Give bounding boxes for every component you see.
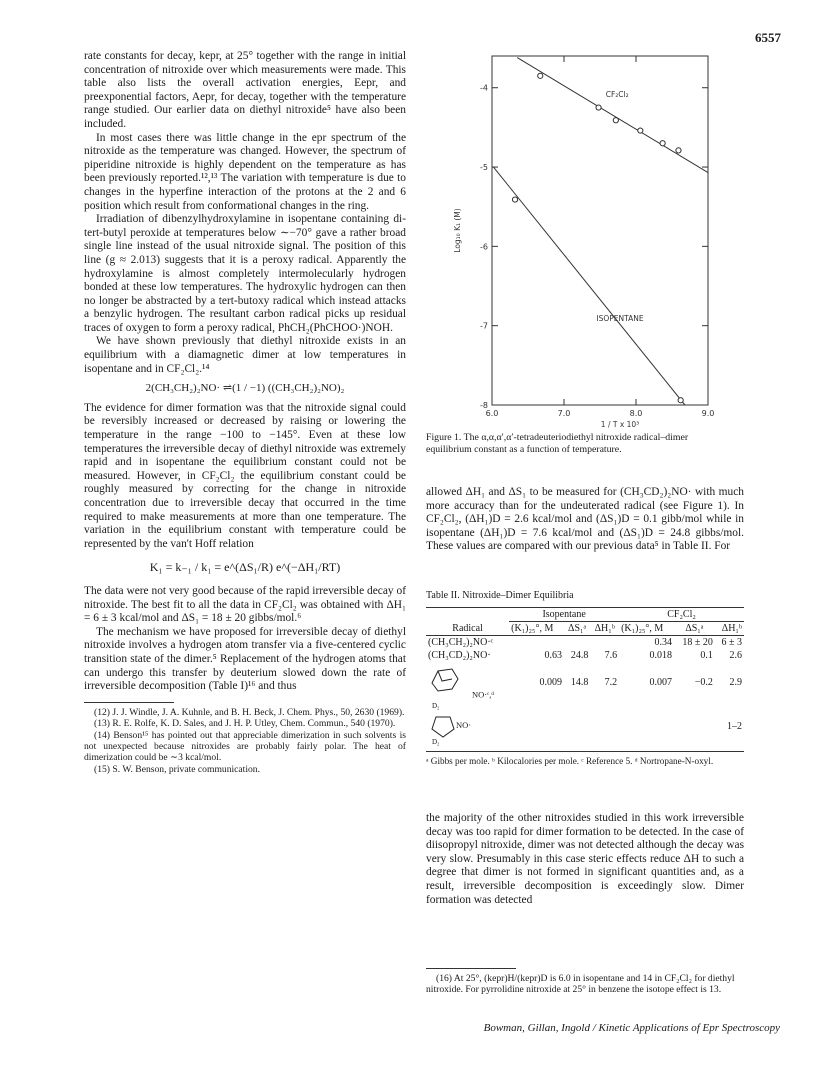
data-point bbox=[538, 73, 543, 78]
table-cell bbox=[590, 702, 619, 752]
column-header: (K₁)₂₅°, M bbox=[511, 623, 554, 634]
x-tick-label: 7.0 bbox=[557, 409, 571, 418]
radical-label: NO·ᶜ,ᵈ bbox=[472, 689, 495, 700]
table-row bbox=[426, 649, 744, 662]
data-point bbox=[613, 118, 618, 123]
table-cell: 24.8 bbox=[570, 650, 589, 661]
footnote: (15) S. W. Benson, private communication. bbox=[94, 763, 261, 775]
footnote: (12) J. J. Windle, J. A. Kuhnle, and B. H. Beck, J. Chem. Phys., 50, 2630 (1969). bbox=[94, 706, 405, 718]
footnote-rule bbox=[84, 702, 174, 703]
table-row bbox=[426, 702, 744, 752]
series-fit-line bbox=[493, 167, 685, 405]
data-point bbox=[596, 105, 601, 110]
table-cell bbox=[564, 702, 590, 752]
series-label: ISOPENTANE bbox=[596, 313, 644, 323]
left-column bbox=[84, 50, 406, 775]
table-cell: 18 ± 20 bbox=[682, 637, 713, 648]
table-cell: (CH₃CH₂)₂NO·ᶜ bbox=[428, 637, 494, 648]
table-cell: 0.63 bbox=[544, 650, 562, 661]
paragraph: the majority of the other nitroxides studied in this work irreversible decay was too rapid for dimer formation to be detected. In the case of diisopropyl nitroxide, dimer was not detected although the decay was very slow. Presumably in this case steric effects reduce ΔH to such a degree that dimer is not formed in significant quantities and, as a result, irreversible decomposition is exceedingly slow. Dimer formation was detected bbox=[426, 812, 744, 906]
data-point bbox=[638, 128, 643, 133]
data-point bbox=[512, 197, 517, 202]
x-axis-label: 1 / T x 10³ bbox=[600, 420, 640, 429]
table-cell bbox=[509, 636, 564, 650]
y-tick-label: -7 bbox=[480, 321, 488, 331]
data-point bbox=[660, 141, 665, 146]
table-cell bbox=[590, 636, 619, 650]
y-tick-label: -6 bbox=[480, 242, 488, 252]
group-header-isopentane: Isopentane bbox=[509, 608, 619, 622]
paragraph: The data were not very good because of the rapid irreversible decay of nitroxide. The best fit to all the data in CF₂Cl₂ was obtained with ΔH₁ = 6 ± 3 kcal/mol and ΔS₁ = 18 ± 20 gibbs/mol.⁶ bbox=[84, 584, 406, 625]
table-cell: 1–2 bbox=[727, 721, 742, 732]
column-header: ΔH₁ᵇ bbox=[594, 623, 615, 634]
footnote: (16) At 25°, (kepr)H/(kepr)D is 6.0 in isopentane and 14 in CF₂Cl₂ for diethyl nitroxide. For pyrrolidine nitroxide at 25° in benzene the isotope effect is 13. bbox=[426, 973, 735, 996]
x-tick-label: 6.0 bbox=[485, 409, 499, 418]
table-cell: 14.8 bbox=[570, 676, 589, 688]
data-point bbox=[678, 398, 683, 403]
paragraph: The evidence for dimer formation was that the nitroxide signal could be reversibly increased or decreased by raising or lowering the temperature in the range −100 to −145°. Even at these low temperatures the irreversible decay of diethyl nitroxide was extremely rapid and in isopentane the equilibrium constant could not be measured. However, in CF₂Cl₂ the equilibrium constant could be roughly measured by correcting for the change in nitroxide concentration due to irreversible decay that occurred in the time required to make measurements at more than one temperature. The variation in the equilibrium constant with temperature could be represented by the van't Hoff relation bbox=[84, 401, 406, 550]
table-cell bbox=[674, 702, 715, 752]
table-cell: 0.009 bbox=[539, 676, 562, 688]
figure-caption: Figure 1. The α,α,α′,α′-tetradeuteriodiethyl nitroxide radical–dimer equilibrium constant as a function of temperature. bbox=[426, 432, 689, 455]
table-cell: 0.34 bbox=[654, 637, 672, 648]
footnote-rule bbox=[426, 968, 516, 969]
radical-label: NO· bbox=[456, 720, 472, 730]
right-column-top bbox=[426, 486, 744, 554]
y-tick-label: -5 bbox=[480, 163, 488, 173]
y-tick-label: -4 bbox=[480, 83, 488, 93]
table-cell bbox=[509, 702, 564, 752]
deuterium-label: D₂ bbox=[432, 702, 440, 710]
column-header: ΔS₁ᵃ bbox=[568, 623, 587, 634]
table-cell: −0.2 bbox=[694, 676, 713, 688]
footnote: (13) R. E. Rolfe, K. D. Sales, and J. H. P. Utley, Chem. Commun., 540 (1970). bbox=[94, 718, 396, 730]
table-cell: 7.2 bbox=[604, 676, 618, 688]
equation-vant-hoff: K₁ = k₋₁ / k₁ = e^(ΔS₁/R) e^(−ΔH₁/RT) bbox=[149, 560, 341, 575]
equation-dimerization: 2(CH₃CH₂)₂NO· ⇌(1 / −1) ((CH₃CH₂)₂NO)₂ bbox=[145, 382, 345, 395]
deuterium-label: D₂ bbox=[432, 738, 440, 746]
table-cell: 7.6 bbox=[604, 650, 618, 661]
right-column-bottom bbox=[426, 812, 744, 907]
table-cell: 2.9 bbox=[729, 676, 742, 688]
paragraph: rate constants for decay, kepr, at 25° together with the range in initial concentration of nitroxide over which measurements were made. This table also lists the overall activation energies, Eepr, and preexponential factors, Aepr, for decay, together with the temperature range studied. Our earlier data on diethyl nitroxide⁵ have also been included. bbox=[84, 50, 406, 130]
footnote: (14) Benson¹⁵ has pointed out that appreciable dimerization in such solvents is not unexpected because nitroxides are probably fairly polar. The heat of dimerization could be ∼3 kcal/mol. bbox=[84, 729, 406, 764]
paragraph: The mechanism we have proposed for irreversible decay of diethyl nitroxide involves a hydrogen atom transfer via a five-centered cyclic transition state of the dimer.⁵ Replacement of the hydrogen atoms that can undergo this transfer by deuterium slowed down the rate of irreversible decomposition (Table I)¹⁶ and thus bbox=[84, 625, 406, 693]
table-cell: 2.6 bbox=[729, 650, 742, 661]
table-notes: ᵃ Gibbs per mole. ᵇ Kilocalories per mole. ᶜ Reference 5. ᵈ Nortropane-N-oxyl. bbox=[426, 756, 714, 766]
table-cell: 0.1 bbox=[700, 650, 713, 661]
paragraph: We have shown previously that diethyl nitroxide exists in an equilibrium with a diamagnetic dimer at low temperatures in isopentane and in CF₂Cl₂.¹⁴ bbox=[84, 335, 406, 375]
page-number: 6557 bbox=[755, 30, 781, 45]
table-cell: 0.018 bbox=[649, 650, 672, 661]
table-cell: 0.007 bbox=[649, 676, 672, 688]
paragraph: allowed ΔH₁ and ΔS₁ to be measured for (CH₃CD₂)₂NO· with much more accuracy than for the undeuterated radical (see Figure 1). In CF₂Cl₂, (ΔH₁)D = 2.6 kcal/mol and (ΔS₁)D = 0.1 gibb/mol while in isopentane (ΔH₁)D = 7.6 kcal/mol and (ΔS₁)D = 24.8 gibbs/mol. These values are compared with our previous data⁵ in Table II. For bbox=[426, 486, 744, 553]
running-footer: Bowman, Gillan, Ingold / Kinetic Applications of Epr Spectroscopy bbox=[483, 1022, 780, 1034]
table-cell bbox=[619, 702, 674, 752]
x-tick-label: 9.0 bbox=[701, 409, 715, 418]
y-tick-label: -8 bbox=[480, 401, 488, 410]
figure-1-chart bbox=[430, 50, 730, 470]
table-row bbox=[426, 636, 744, 650]
group-header-cf2cl2: CF₂Cl₂ bbox=[619, 608, 744, 622]
table-cell bbox=[564, 636, 590, 650]
table-title: Table II. Nitroxide–Dimer Equilibria bbox=[426, 590, 574, 601]
data-point bbox=[676, 148, 681, 153]
series-fit-line bbox=[517, 58, 708, 173]
column-header: Radical bbox=[452, 622, 483, 634]
paragraph: In most cases there was little change in the epr spectrum of the nitroxide as the temperature was changed. However, the spectrum of piperidine nitroxide is highly dependent on the temperature as has been previously reported.¹²,¹³ The variation with temperature is due to changes in the hyperfine interaction of the protons at the 2 and 6 position which result from conformational changes in the ring. bbox=[84, 131, 406, 212]
table-cell: 6 ± 3 bbox=[721, 637, 742, 648]
table-cell bbox=[426, 702, 509, 752]
column-header: ΔS₁ᵃ bbox=[685, 623, 704, 634]
equilibria-table bbox=[426, 607, 744, 752]
nortropane-structure-icon bbox=[428, 663, 472, 697]
table-2 bbox=[426, 590, 744, 767]
column-header: ΔH₁ᵇ bbox=[721, 623, 742, 634]
series-label: CF₂Cl₂ bbox=[605, 90, 629, 100]
table-cell bbox=[426, 662, 509, 702]
y-axis-label: Log₁₀ K₁ (M) bbox=[453, 208, 462, 253]
table-row bbox=[426, 662, 744, 702]
footnote-16 bbox=[426, 960, 744, 996]
column-header: (K₁)₂₅°, M bbox=[621, 623, 664, 634]
paragraph: Irradiation of dibenzylhydroxylamine in isopentane containing di-tert-butyl peroxide at temperatures below ∼−70° gave a rather broad single line instead of the usual nitroxide signal. The position of this line (g ≈ 2.013) suggests that it is a peroxy radical. Apparently the hydroxylamine is almost completely intermolecularly hydrogen bonded at these low temperatures. The hydroxylic hydrogen can then no longer be abstracted by a tert-butoxy radical which instead attacks a benzylic hydrogen. The resultant carbon radical picks up residual traces of oxygen to form a peroxy radical, PhCH₂(PhCHOO·)NOH. bbox=[84, 213, 406, 334]
table-cell: (CH₃CD₂)₂NO· bbox=[428, 650, 491, 661]
x-tick-label: 8.0 bbox=[629, 409, 643, 418]
